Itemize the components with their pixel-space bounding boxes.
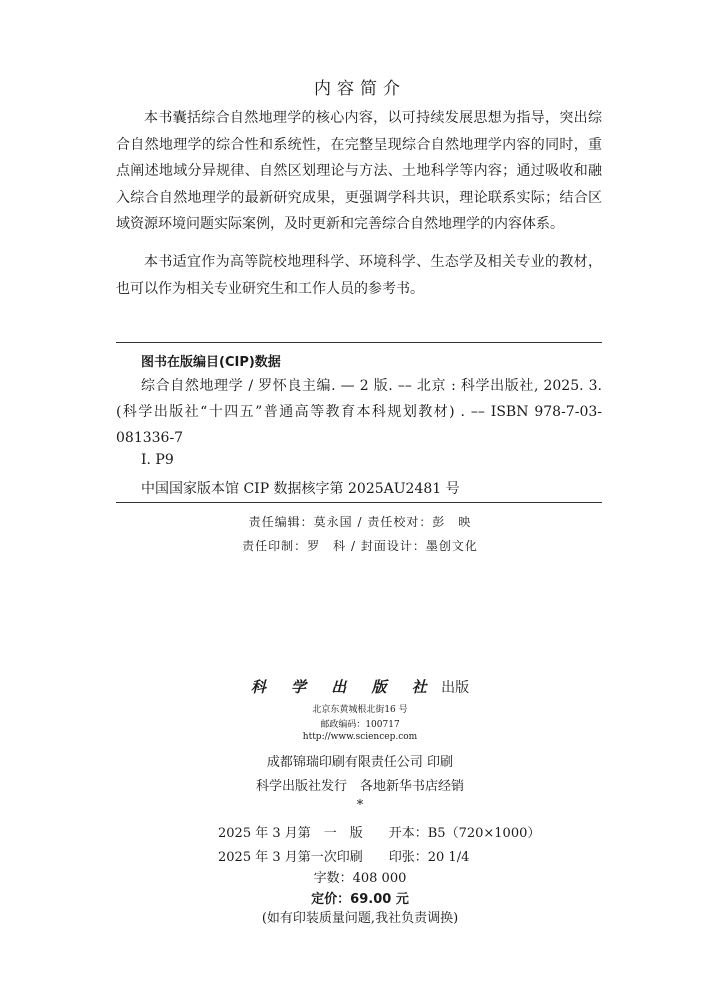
cip-classification: Ⅰ. P9 [141, 452, 174, 468]
staff-production: 责任印制：罗 科 / 封面设计：墨创文化 [242, 539, 478, 553]
intro-title: 内容简介 [314, 79, 406, 99]
distribution: 科学出版社发行 各地新华书店经销 [255, 779, 464, 794]
intro-paragraph: 本书囊括综合自然地理学的核心内容，以可持续发展思想为指导，突出综合自然地理学的综合性和系统性，在完整呈现综合自然地理学内容的同时，重点阐述地域分异规律、自然区划理论与方法、土地科学等内容；通过吸收和融入综合自然地理学的最新研究成果，更强调学科共识，理论联系实际；结合区域资源环境问题实际案例，及时更新和完善综合自然地理学的内容体系。 [116, 110, 602, 232]
printer: 成都锦瑞印刷有限责任公司 印刷 [266, 755, 454, 770]
publisher-logo: 科 学 出 版 社 [250, 678, 437, 696]
printing-info: 2025 年 3 月第一次印刷 印张：20 1/4 [218, 850, 470, 865]
publisher-address: 北京东黄城根北街16 号 [312, 705, 408, 715]
cip-bottom-rule [116, 502, 602, 503]
intro-paragraph: 本书适宜作为高等院校地理科学、环境科学、生态学及相关专业的教材，也可以作为相关专业研究生和工作人员的参考书。 [116, 254, 602, 297]
quality-note: (如有印装质量问题,我社负责调换) [261, 911, 459, 926]
publisher-website: http://www.sciencep.com [302, 732, 418, 742]
publisher-suffix: 出版 [441, 680, 470, 696]
cip-record: 综合自然地理学 / 罗怀良主编. — 2 版. –– 北京 : 科学出版社, 2025. 3. (科学出版社“十四五”普通高等教育本科规划教材) . –– ISBN 978-7-03-081336-7 [116, 378, 602, 446]
edition-info: 2025 年 3 月第 一 版 开本：B5（720×1000） [218, 826, 541, 841]
cip-heading: 图书在版编目(CIP)数据 [141, 355, 281, 370]
publisher-line [0, 676, 720, 697]
separator-star: * [356, 798, 364, 813]
staff-editors: 责任编辑：莫永国 / 责任校对：彭 映 [248, 515, 472, 529]
cip-number: 中国国家版本馆 CIP 数据核字第 2025AU2481 号 [141, 481, 460, 497]
price: 定价：69.00 元 [311, 892, 409, 907]
cip-top-rule [116, 342, 602, 343]
word-count: 字数：408 000 [313, 871, 407, 886]
publisher-postcode: 邮政编码：100717 [320, 720, 400, 730]
